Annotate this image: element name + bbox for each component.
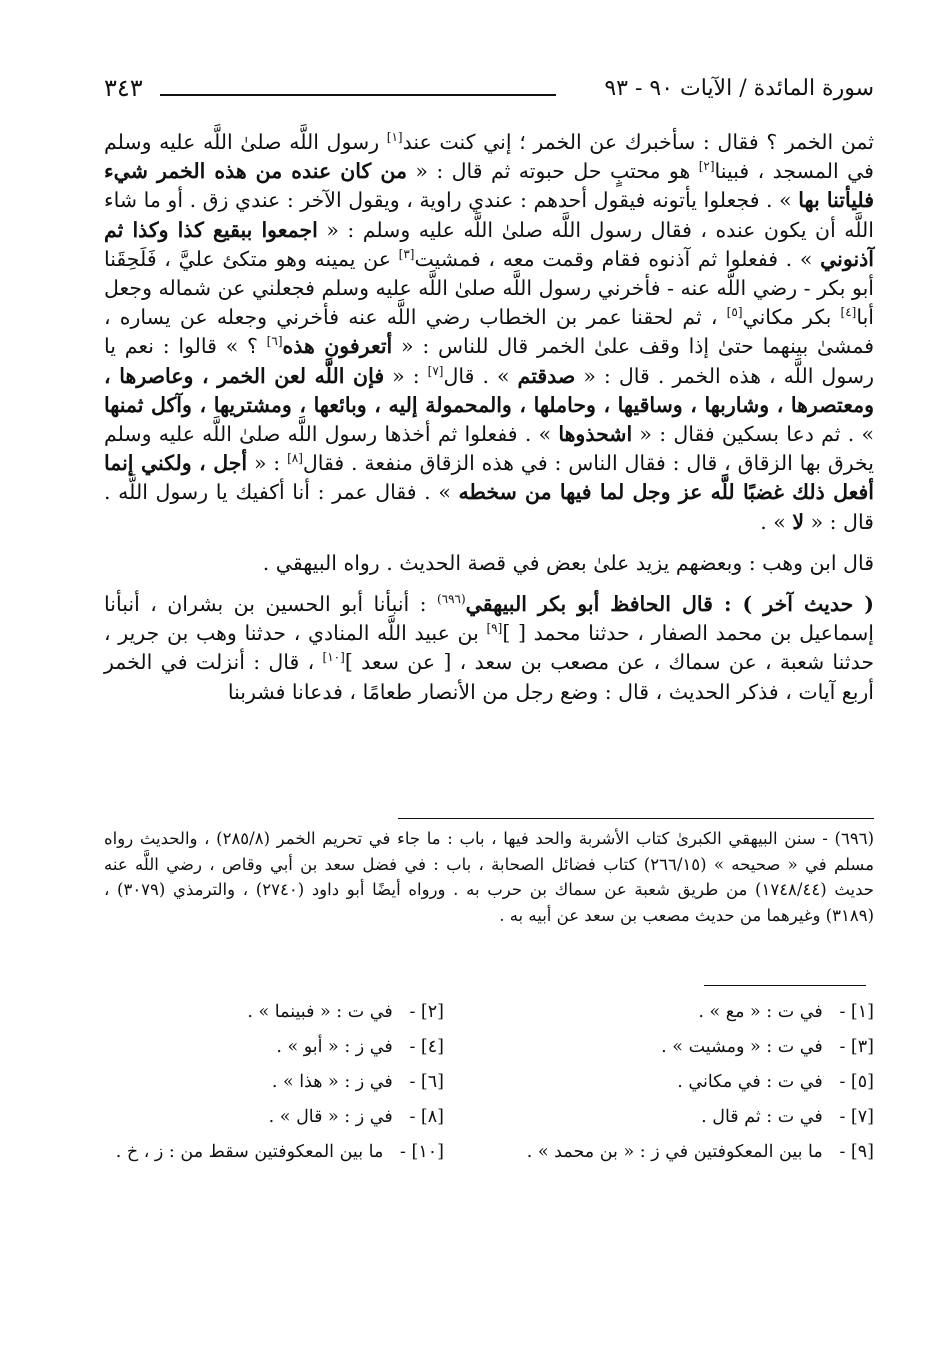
note-text: ما بين المعكوفتين سقط من : ز ، خ . bbox=[115, 1142, 384, 1162]
notes-row bbox=[104, 1142, 874, 1177]
narration-text: : « bbox=[247, 451, 288, 476]
note-marker: [٧] bbox=[427, 363, 444, 378]
takhrij-rule bbox=[398, 818, 874, 819]
narration-text: » . ففعلوا ثم آذنوه فقام وقمت معه ، فمشيت bbox=[414, 246, 821, 271]
notes-row bbox=[104, 1107, 874, 1142]
note-marker: [٢] bbox=[698, 159, 715, 174]
narration-text: » . فجعلوا يأتونه فيقول أحدهم : عندي راوية ، ويقول الآخر : عندي زق . أو ما شاء اللَّه أن يكون عنده ، فقال رسول اللَّه صلىٰ اللَّه عليه وسلم : « bbox=[104, 188, 874, 242]
note-text: في ز : « قال » . bbox=[268, 1107, 393, 1127]
narration-text: هو محتبٍ حل حبوته ثم قال : « bbox=[406, 159, 699, 184]
hadith-paragraph bbox=[104, 128, 874, 537]
note-text: في ت : « فبينما » . bbox=[247, 1002, 393, 1022]
prophetic-speech: ( حديث آخر ) : قال الحافظ أبو بكر البيهقي bbox=[465, 592, 874, 617]
note-marker: [١٠] bbox=[322, 650, 345, 665]
narration-text: رسول اللَّه صلىٰ اللَّه عليه وسلم في المسجد ، فبينا bbox=[104, 130, 874, 184]
narration-text: » . bbox=[760, 509, 793, 534]
note-marker: [٩] bbox=[486, 621, 503, 636]
note-number: [١٠] - bbox=[400, 1142, 444, 1162]
note-marker: (٦٩٦) bbox=[436, 592, 466, 607]
prophetic-speech: لا bbox=[792, 509, 805, 534]
takhrij-footnote bbox=[104, 826, 874, 928]
variant-note bbox=[661, 1037, 874, 1057]
narration-text: ، ثم لحقنا عمر بن الخطاب رضي اللَّه عنه فأخرني وجعله عن يساره ، فمشىٰ بينهما حتىٰ إذا وقف علىٰ الخمر قال للناس : « bbox=[104, 305, 874, 359]
variant-note bbox=[247, 1002, 444, 1022]
narration-text: ؟ » قالوا : نعم يا رسول اللَّه ، هذه الخمر . قال : « bbox=[104, 334, 874, 388]
notes-rule bbox=[704, 985, 866, 986]
note-text: في ت : « ومشيت » . bbox=[661, 1037, 823, 1057]
prophetic-speech: فإن اللَّه لعن الخمر ، وعاصرها ، ومعتصرها ، وشاربها ، وساقيها ، وحاملها ، والمحمولة إليه ، وبائعها ، ومشتريها ، وآكل ثمنها bbox=[104, 363, 874, 417]
prophetic-speech: أتعرفون هذه bbox=[282, 334, 393, 359]
variant-note bbox=[272, 1072, 444, 1092]
note-number: [٧] - bbox=[839, 1107, 874, 1127]
narration-text: ، قال : أنزلت في الخمر أربع آيات ، فذكر الحديث ، قال : وضع رجل من الأنصار طعامًا ، فدعانا فشربنا bbox=[104, 650, 874, 704]
narration-text: بن عبيد اللَّه المنادي ، حدثنا وهب بن جرير ، حدثنا شعبة ، عن سماك ، عن مصعب بن سعد ، [ عن سعد ] bbox=[104, 621, 875, 675]
main-text bbox=[104, 128, 874, 707]
page-number: ٣٤٣ bbox=[104, 74, 143, 102]
notes-row bbox=[104, 1037, 874, 1072]
note-number: [٦] - bbox=[409, 1072, 444, 1092]
prophetic-speech: أجل ، ولكني إنما أفعل ذلك غضبًا للَّه عز وجل لما فيها من سخطه bbox=[104, 451, 874, 505]
note-number: [٨] - bbox=[409, 1107, 444, 1127]
narration-text: ثمن الخمر ؟ فقال : سأخبرك عن الخمر ؛ إني كنت عند bbox=[402, 130, 874, 154]
note-marker: [٣] bbox=[398, 246, 415, 261]
note-text: في ت : في مكاني . bbox=[677, 1072, 823, 1092]
variant-note bbox=[698, 1002, 874, 1022]
note-text: في ت : ثم قال . bbox=[701, 1107, 823, 1127]
narration-text: » . ففعلوا ثم أخذها رسول اللَّه صلىٰ اللَّه عليه وسلم يخرق بها الزقاق ، قال : فقال الناس : في هذه الزقاق منفعة . فقال bbox=[104, 422, 875, 476]
variant-note bbox=[677, 1072, 874, 1092]
running-header bbox=[104, 72, 874, 112]
ibn-wahb-paragraph: قال ابن وهب : وبعضهم يزيد علىٰ بعض في قصة الحديث . رواه البيهقي . bbox=[262, 550, 874, 575]
note-marker: [٨] bbox=[287, 451, 303, 466]
note-number: [٤] - bbox=[409, 1037, 444, 1057]
narration-text: » . فقال عمر : أنا أكفيك يا رسول اللَّه . قال : « bbox=[104, 480, 874, 534]
prophetic-speech: اجمعوا ببقيع كذا وكذا ثم آذنوني bbox=[104, 217, 874, 271]
note-text: في ز : « هذا » . bbox=[271, 1072, 393, 1092]
narration-text: بكر مكاني bbox=[742, 305, 841, 330]
note-marker: [٥] bbox=[726, 305, 743, 320]
note-number: [٥] - bbox=[839, 1072, 874, 1092]
prophetic-speech: من كان عنده من هذه الخمر شيء فليأتنا بها bbox=[104, 159, 874, 213]
note-marker: [٤] bbox=[840, 305, 857, 320]
variant-note bbox=[116, 1142, 444, 1162]
narration-text: : « bbox=[384, 363, 428, 388]
note-text: ما بين المعكوفتين في ز : « بن محمد » . bbox=[526, 1142, 823, 1162]
variant-notes bbox=[104, 1002, 874, 1177]
variant-note bbox=[527, 1142, 874, 1162]
note-text: في ز : « أبو » . bbox=[276, 1037, 393, 1057]
header-rule bbox=[160, 94, 556, 96]
note-marker: [٦] bbox=[266, 334, 283, 349]
narration-text: » . ثم دعا بسكين فقال : « bbox=[632, 422, 874, 447]
note-number: [٩] - bbox=[839, 1142, 874, 1162]
narration-text: : أنبأنا أبو الحسين بن بشران ، أنبأنا إسماعيل بن محمد الصفار ، حدثنا محمد [ ] bbox=[104, 592, 874, 646]
note-number: [١] - bbox=[839, 1002, 874, 1022]
note-number: [٣] - bbox=[839, 1037, 874, 1057]
variant-note bbox=[269, 1107, 444, 1127]
notes-row bbox=[104, 1002, 874, 1037]
narration-text: » . قال bbox=[443, 363, 518, 388]
note-text: في ت : « مع » . bbox=[698, 1002, 823, 1022]
prophetic-speech: اشحذوها bbox=[558, 422, 633, 447]
another-hadith-paragraph bbox=[104, 590, 874, 707]
prophetic-speech: صدقتم bbox=[517, 363, 576, 388]
takhrij-text: (٦٩٦) - سنن البيهقي الكبرىٰ كتاب الأشربة والحد فيها ، باب : ما جاء في تحريم الخمر (٢٨٥/٨) ، والحديث رواه مسلم في « صحيحه » (٢٦٦/١٥) كتاب فضائل الصحابة ، باب : في فضل سعد بن أبي وقاص ، رضي اللَّه عنه حديث (١٧٤٨/٤٤) من طريق شعبة عن سماك بن حرب به . ورواه أيضًا أبو داود (٢٧٤٠) ، والترمذي (٣٠٧٩) ، (٣١٨٩) وغيرهما من حديث مصعب بن سعد عن أبيه به . bbox=[104, 829, 874, 925]
variant-note bbox=[701, 1107, 874, 1127]
variant-note bbox=[276, 1037, 444, 1057]
note-number: [٢] - bbox=[409, 1002, 444, 1022]
notes-row bbox=[104, 1072, 874, 1107]
note-marker: [١] bbox=[386, 130, 403, 145]
narration-text: عن يمينه وهو متكئ عليَّ ، فَلَحِقَنا أبو بكر - رضي اللَّه عنه - فأخرني رسول اللَّه صلىٰ اللَّه عليه وسلم فجعلني عن شماله وجعل أبا bbox=[104, 246, 874, 330]
surah-title: سورة المائدة / الآيات ٩٠ - ٩٣ bbox=[604, 76, 874, 101]
